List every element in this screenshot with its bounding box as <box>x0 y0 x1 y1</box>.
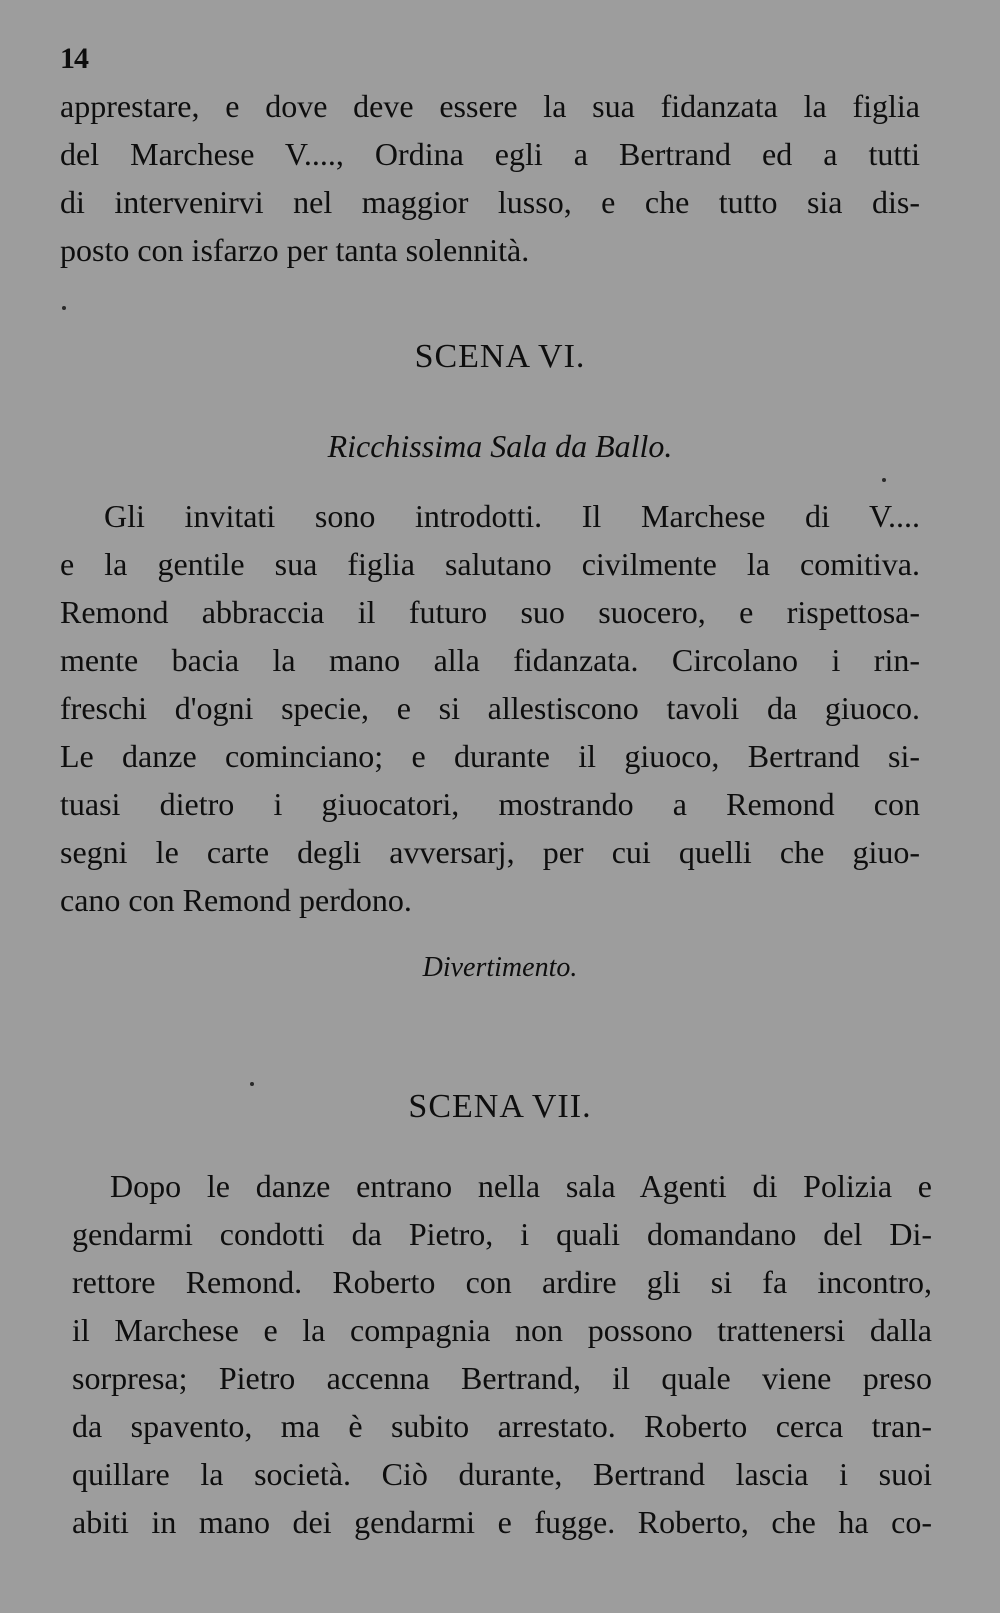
text-line: cano con Remond perdono. <box>60 882 412 918</box>
text-line: quillare la società. Ciò durante, Bertrand lascia i suoi <box>72 1456 932 1492</box>
text-line: il Marchese e la compagnia non possono trattenersi dalla <box>72 1312 932 1348</box>
text-line: Remond abbraccia il futuro suo suocero, e rispettosa- <box>60 594 920 630</box>
scan-speck <box>62 306 66 310</box>
text-line: posto con isfarzo per tanta solennità. <box>60 232 530 268</box>
scene-6-heading: SCENA VI. <box>414 338 586 375</box>
text-line: Le danze cominciano; e durante il giuoco, Bertrand si- <box>60 738 920 774</box>
scan-speck <box>250 1082 254 1086</box>
text-line: del Marchese V...., Ordina egli a Bertrand ed a tutti <box>60 136 920 172</box>
text-line: gendarmi condotti da Pietro, i quali domandano del Di- <box>72 1216 932 1252</box>
text-line: di intervenirvi nel maggior lusso, e che tutto sia dis- <box>60 184 920 220</box>
text-line: apprestare, e dove deve essere la sua fidanzata la figlia <box>60 88 920 124</box>
scene-6-setting: Ricchissima Sala da Ballo. <box>327 428 673 464</box>
scan-speck <box>882 478 886 482</box>
text-line: segni le carte degli avversarj, per cui quelli che giuo- <box>60 834 920 870</box>
text-line: e la gentile sua figlia salutano civilmente la comitiva. <box>60 546 920 582</box>
text-line: freschi d'ogni specie, e si allestiscono tavoli da giuoco. <box>60 690 920 726</box>
text-line: mente bacia la mano alla fidanzata. Circolano i rin- <box>60 642 920 678</box>
text-line: Gli invitati sono introdotti. Il Marchese di V.... <box>104 498 920 534</box>
scene-7-heading: SCENA VII. <box>408 1088 592 1125</box>
page-number: 14 <box>60 42 88 75</box>
text-line: abiti in mano dei gendarmi e fugge. Roberto, che ha co- <box>72 1504 932 1540</box>
text-line: da spavento, ma è subito arrestato. Roberto cerca tran- <box>72 1408 932 1444</box>
text-line: rettore Remond. Roberto con ardire gli si fa incontro, <box>72 1264 932 1300</box>
text-line: tuasi dietro i giuocatori, mostrando a Remond con <box>60 786 920 822</box>
text-line: sorpresa; Pietro accenna Bertrand, il quale viene preso <box>72 1360 932 1396</box>
scene-6-note: Divertimento. <box>422 952 578 983</box>
text-line: Dopo le danze entrano nella sala Agenti di Polizia e <box>110 1168 932 1204</box>
